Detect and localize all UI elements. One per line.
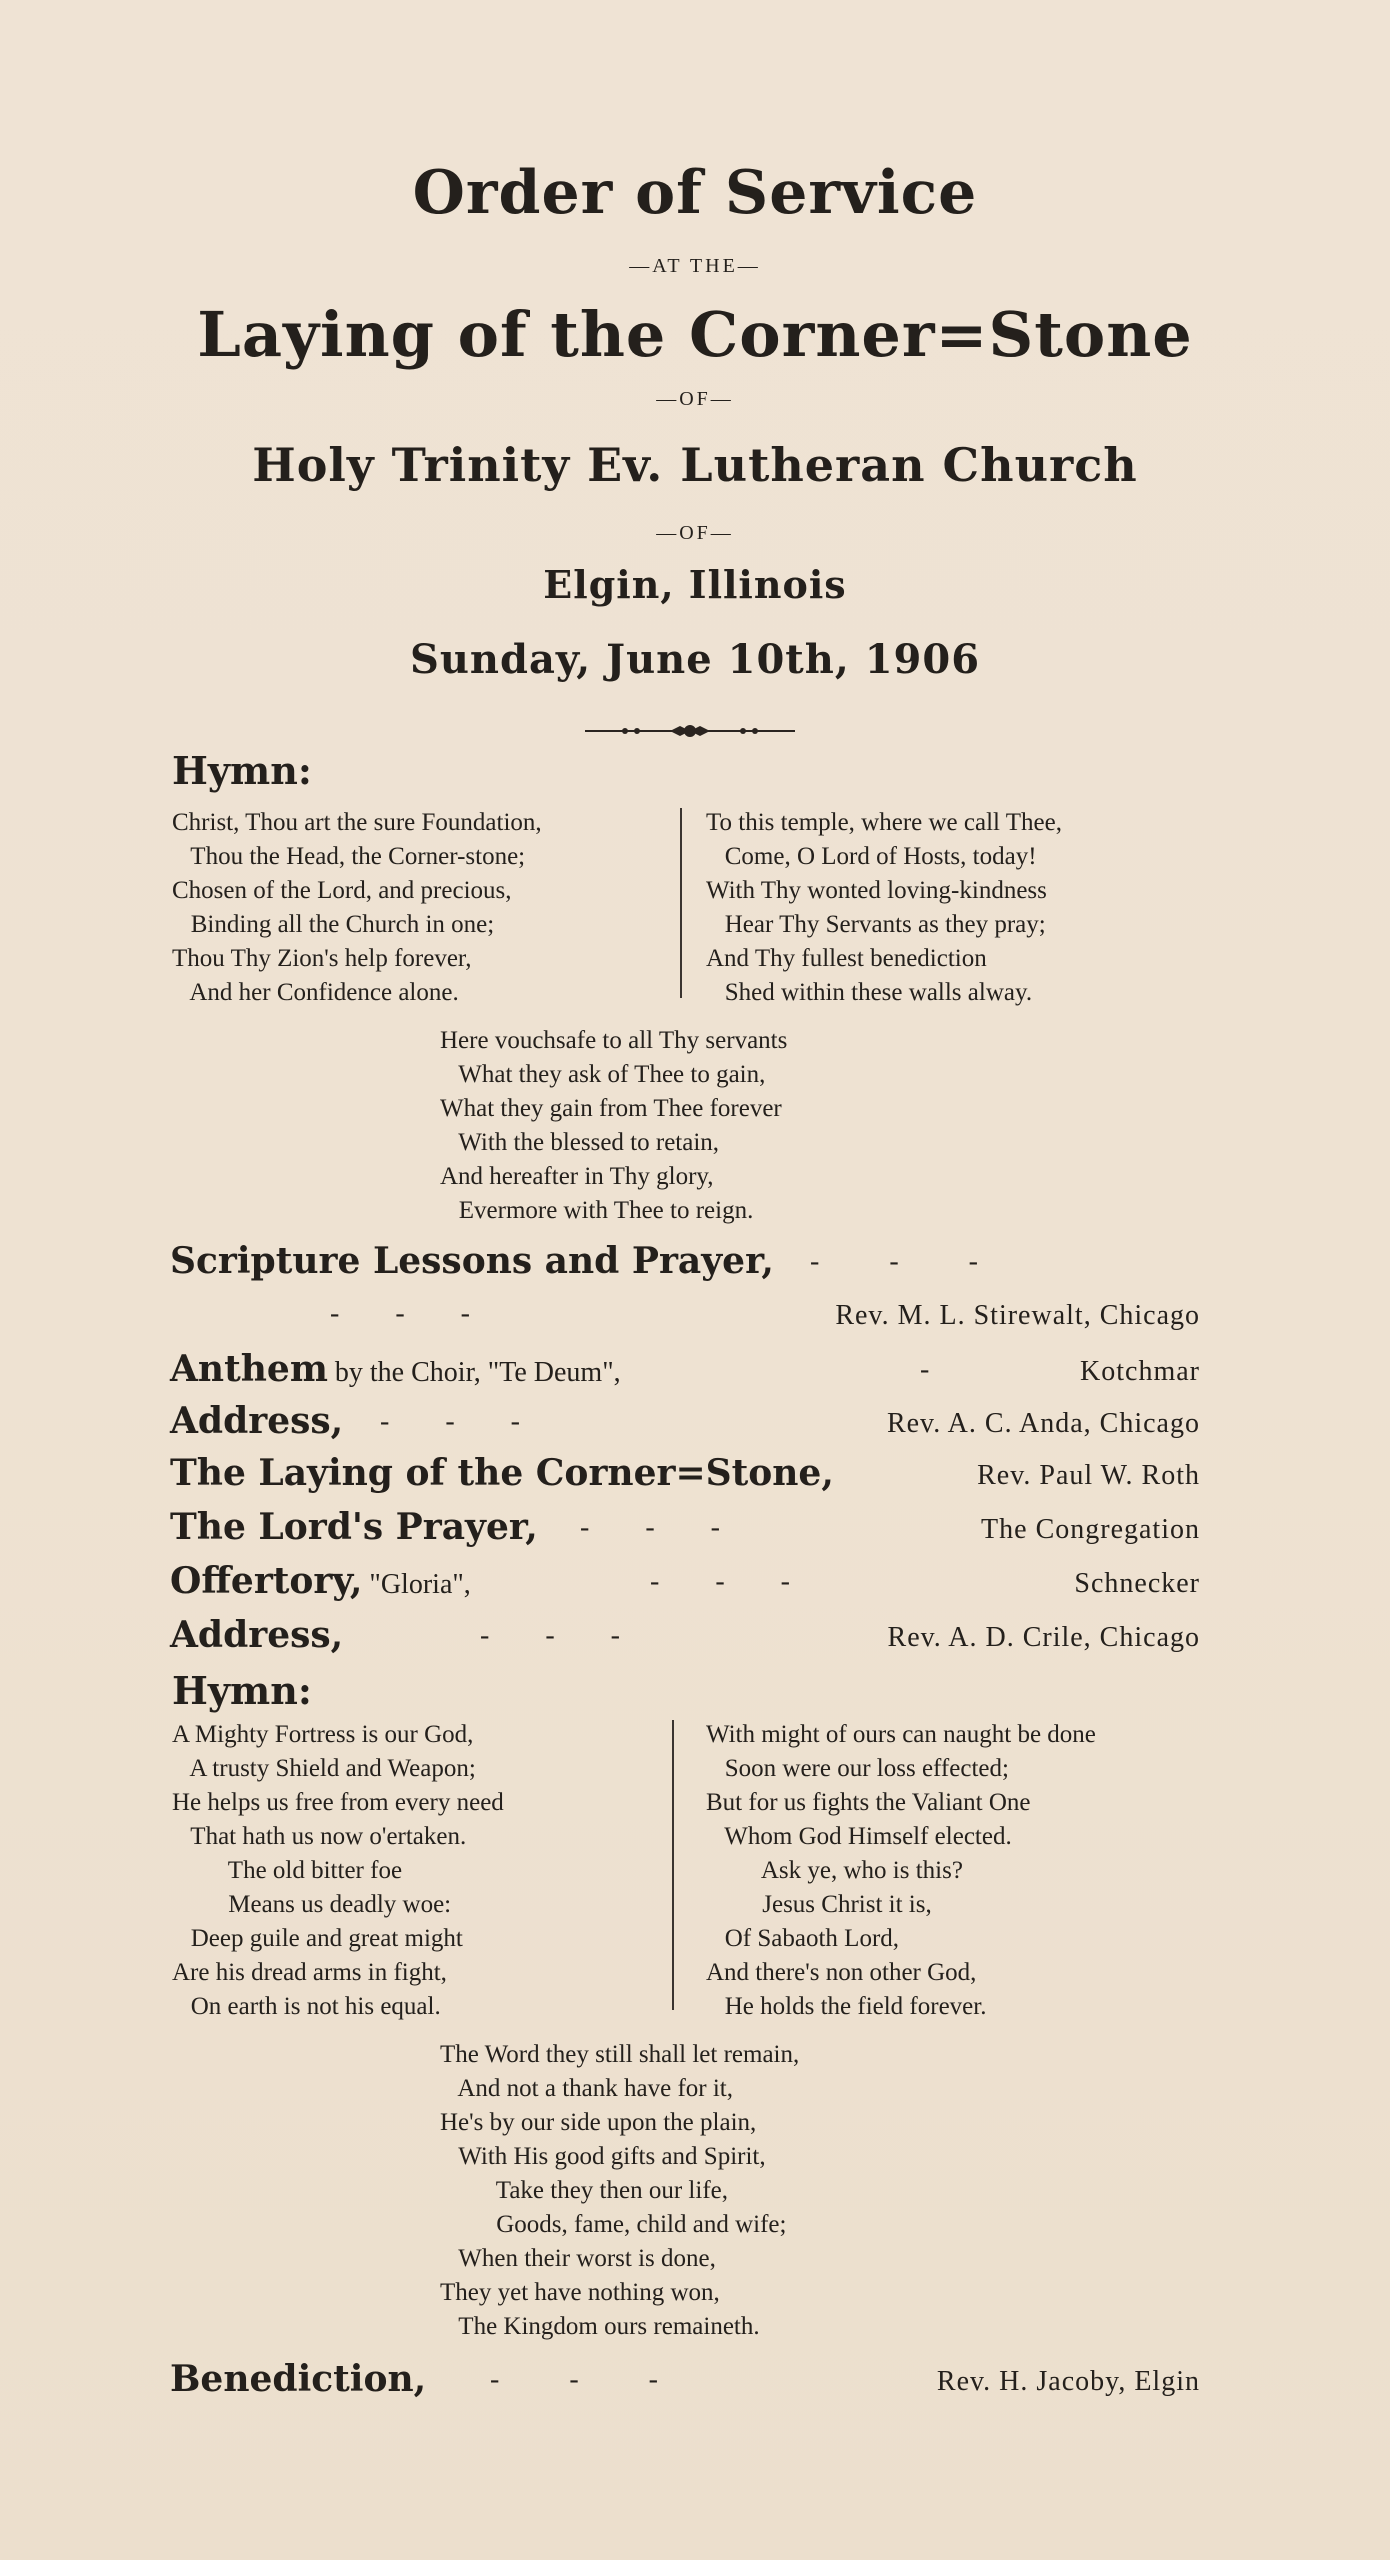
- of-label-2: —OF—: [656, 522, 734, 544]
- program-composer: Schnecker: [1074, 1568, 1200, 1599]
- program-item-title: Offertory, "Gloria",: [170, 1560, 471, 1602]
- church-name: Holy Trinity Ev. Lutheran Church: [252, 438, 1138, 492]
- hymn-1-verse-left: Christ, Thou art the sure Foundation, Thou the Head, the Corner-stone; Chosen of the Lord, and precious, Binding all the Church in one; Thou Thy Zion's help forever, And her Confidence alone.: [172, 809, 542, 1006]
- program-item-title: The Lord's Prayer,: [170, 1506, 538, 1548]
- program-address-2: [170, 1612, 1200, 1660]
- program-item-title: Benediction,: [170, 2358, 427, 2400]
- program-item-title: Scripture Lessons and Prayer,: [170, 1240, 774, 1282]
- program-dashes: - - -: [330, 1298, 470, 1329]
- program-dashes: - - -: [650, 1566, 790, 1597]
- event-title: Laying of the Corner=Stone: [197, 298, 1193, 371]
- program-dashes: - - -: [490, 2364, 662, 2395]
- service-date: Sunday, June 10th, 1906: [409, 636, 981, 683]
- hymn-1-column-rule: [680, 808, 682, 998]
- place-name: Elgin, Illinois: [543, 562, 847, 607]
- program-composer: Kotchmar: [1080, 1356, 1200, 1387]
- program-item-title: Address,: [170, 1400, 344, 1442]
- program-officiant: Rev. Paul W. Roth: [977, 1460, 1200, 1491]
- program-address-1: [170, 1398, 1200, 1446]
- program-scripture-officiant: [170, 1290, 1200, 1338]
- program-officiant: Rev. A. D. Crile, Chicago: [887, 1622, 1200, 1653]
- program-dashes: - - -: [810, 1246, 982, 1277]
- hymn-1-verse-right: To this temple, where we call Thee, Come, O Lord of Hosts, today! With Thy wonted loving-kindness Hear Thy Servants as they pray; And Thy fullest benediction Shed within these walls alway.: [706, 809, 1062, 1006]
- program-laying-stone: [170, 1450, 1200, 1498]
- program-officiant: Rev. A. C. Anda, Chicago: [886, 1408, 1200, 1439]
- hymn-2-verse-center: The Word they still shall let remain, And not a thank have for it, He's by our side upon the plain, With His good gifts and Spirit, Take they then our life, Goods, fame, child and wife; When their worst is done, They yet have nothing won, The Kingdom ours remaineth.: [440, 2041, 800, 2340]
- of-label-1: —OF—: [656, 388, 734, 410]
- program-officiant: Rev. H. Jacoby, Elgin: [936, 2366, 1200, 2397]
- hymn-2-verse-right: With might of ours can naught be done Soon were our loss effected; But for us fights the Valiant One Whom God Himself elected. Ask ye, who is this? Jesus Christ it is, Of Sabaoth Lord, And there's non other God, He holds the field forever.: [706, 1721, 1096, 2020]
- hymn-2-column-rule: [672, 1720, 674, 2010]
- hymn-1-verse-center: Here vouchsafe to all Thy servants What they ask of Thee to gain, What they gain from Thee forever With the blessed to retain, And hereafter in Thy glory, Evermore with Thee to reign.: [440, 1027, 788, 1224]
- program-dashes: - - -: [380, 1406, 520, 1437]
- program-officiant: The Congregation: [981, 1514, 1200, 1545]
- at-the-label: —AT THE—: [629, 255, 761, 277]
- program-scripture-lessons: [170, 1238, 1200, 1286]
- program-lords-prayer: [170, 1504, 1200, 1552]
- program-dashes: -: [920, 1354, 930, 1385]
- program-officiant: Rev. M. L. Stirewalt, Chicago: [835, 1300, 1200, 1331]
- hymn-2-verse-left: A Mighty Fortress is our God, A trusty Shield and Weapon; He helps us free from every need That hath us now o'ertaken. The old bitter foe Means us deadly woe: Deep guile and great might Are his dread arms in fight, On earth is not his equal.: [172, 1721, 504, 2020]
- ornament-divider-icon: [585, 718, 795, 744]
- program-dashes: - - -: [480, 1620, 620, 1651]
- program-item-title: Anthem by the Choir, "Te Deum",: [170, 1348, 621, 1390]
- program-benediction: [170, 2356, 1200, 2404]
- hymn-1-heading: Hymn:: [172, 748, 312, 793]
- program-item-title: The Laying of the Corner=Stone,: [170, 1452, 834, 1494]
- hymn-2-heading: Hymn:: [172, 1668, 312, 1713]
- program-dashes: - - -: [580, 1512, 720, 1543]
- page-title: Order of Service: [412, 158, 978, 228]
- program-item-title: Address,: [170, 1614, 344, 1656]
- program-offertory: [170, 1558, 1200, 1606]
- program-anthem: [170, 1346, 1200, 1394]
